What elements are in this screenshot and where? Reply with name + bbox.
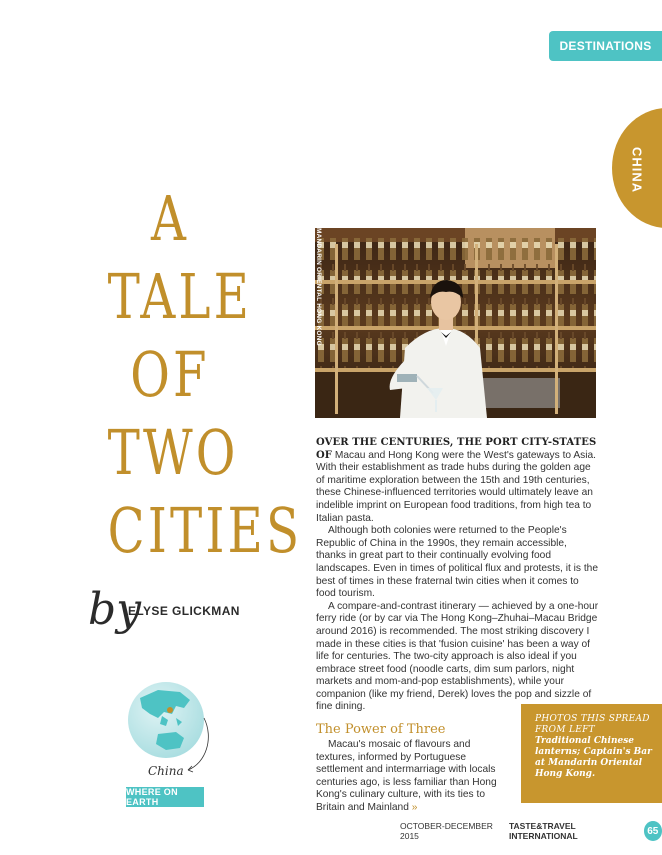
caption-text: Traditional Chinese lanterns; Captain's Bar at Mandarin Oriental Hong Kong. xyxy=(535,736,652,779)
map-label-china: China xyxy=(148,764,184,778)
article-paragraph-4 xyxy=(316,739,512,815)
magazine-name: TASTE&TRAVEL INTERNATIONAL xyxy=(508,821,578,841)
bartender-photo xyxy=(315,228,596,418)
article-paragraph-4-text: Macau's mosaic of flavours and textures, informed by Portuguese settlement and intermarriage with locals centuries ago, is less familiar than Hong Kong's culinary culture, with its ties to Britain and Mainland xyxy=(316,739,497,814)
page-footer xyxy=(400,822,662,840)
photo-caption-box xyxy=(521,704,662,803)
issue-date: OCTOBER-DECEMBER 2015 xyxy=(400,821,493,841)
country-tab-label: CHINA xyxy=(629,146,645,194)
article-paragraph-3: A compare-and-contrast itinerary — achieved by a one-hour ferry ride (or by car via The Hong Kong–Zhuhai–Macau Bridge around 2016) is recommended. The most striking discovery I made in these cities is that 'fusion cuisine' has been a way of life for centuries. The two-city approach is also ideal if you embrace street food (noodle carts, dim sum parlors, night markets and mom-and-pop establishments), while your companion (like my friend, Derek) loves the pop and sizzle of xyxy=(316,600,599,700)
headline-line-5: CITIES xyxy=(107,494,303,567)
author-name: ELYSE GLICKMAN xyxy=(128,604,240,618)
headline-line-3: OF xyxy=(130,338,210,411)
where-on-earth-map xyxy=(118,678,228,788)
photo-credit: MANDARIN ORIENTAL HONG KONG xyxy=(315,228,322,346)
article-paragraph-3-end: fine dining. xyxy=(316,701,366,713)
page-number: 65 xyxy=(644,821,662,841)
article-subhead: The Power of Three xyxy=(316,722,446,738)
section-tab-destinations: DESTINATIONS xyxy=(549,31,662,61)
article-headline xyxy=(90,180,303,570)
headline-line-4: TWO xyxy=(107,416,239,489)
article-paragraph-1 xyxy=(316,437,599,525)
headline-line-1: A xyxy=(150,182,190,255)
byline-by: by xyxy=(88,584,142,635)
continue-arrow: » xyxy=(411,802,418,814)
headline-line-2: TALE xyxy=(107,260,253,333)
article-lead-in: OVER THE CENTURIES, THE PORT CITY-STATES OF xyxy=(316,437,597,461)
where-on-earth-label: WHERE ON EARTH xyxy=(126,787,204,807)
caption-heading: PHOTOS THIS SPREAD FROM LEFT xyxy=(535,714,650,735)
article-paragraph-2: Although both colonies were returned to the People's Republic of China in the 1990s, they remain accessible, thanks in great part to their continually evolving food landscapes. Even in times of political flux and protests, it is the best of times in these fraternal twin cities when it comes to food tourism. xyxy=(316,525,598,600)
article-paragraph-1-text: Macau and Hong Kong were the West's gateways to Asia. With their establishment as trade hubs during the golden age of maritime exploration between the 15th and 19th centuries, these Chinese-influenced territories would ultimately leave an indelible imprint on European food traditions, from high tea to Italian pasta. xyxy=(316,449,596,524)
